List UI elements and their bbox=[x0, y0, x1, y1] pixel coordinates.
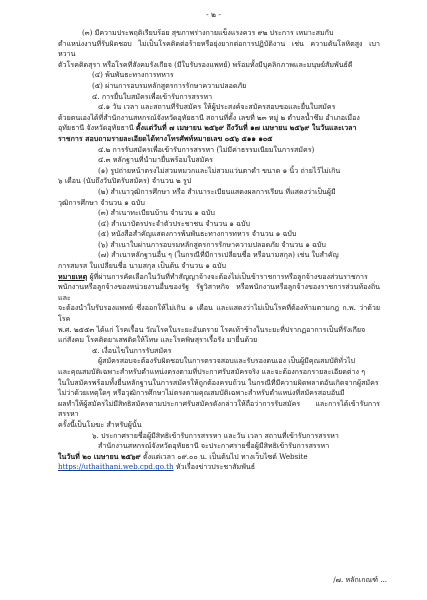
paragraph-line: (๔) พ้นพันธะทางการทหาร bbox=[92, 70, 174, 80]
paragraph-line: https://uthaithani.web.cpd.go.th หัวเรื่องข่าวประชาสัมพันธ์ bbox=[58, 462, 256, 472]
paragraph-line: สำนักงานสหกรณ์จังหวัดอุทัยธานี จะประกาศรายชื่อผู้มีสิทธิเข้ารับการสรรหา bbox=[98, 441, 330, 451]
paragraph-line: พ.ศ. ๒๕๕๓ ได้แก่ โรคเรื้อน วัณโรคในระยะอันตราย โรคเท้าช้างในระยะที่ปรากฏอาการเป็นที่รังเกียจ bbox=[58, 324, 366, 334]
note-label: หมายเหตุ bbox=[58, 271, 88, 281]
paragraph-line: ด้วยตนเองได้ที่สำนักงานสหกรณ์จังหวัดอุทัยธานี สถานที่ตั้ง เลขที่ ๒๓ หมู่ ๒ ตำบลน้ำซึม อำเภอเมือง bbox=[58, 112, 360, 122]
paragraph-line: ๔.๓ หลักฐานที่นำมายื่นพร้อมใบสมัคร bbox=[98, 155, 213, 165]
paragraph-line: อุทัยธานี จังหวัดอุทัยธานี ตั้งแต่วันที่ ๗ เมษายน ๒๕๖๙ ถึงวันที่ ๑๗ เมษายน ๒๕๖๙ ในวันและเวลา bbox=[58, 123, 357, 133]
paragraph-line: ตัวโรคติดสุรา หรือโรคที่สังคมรังเกียจ (มีใบรับรองแพทย์) พร้อมทั้งมีบุคลิกภาพและมนุษย์สัมพันธ์ดี bbox=[58, 59, 353, 69]
paragraph-line: ราชการ สอบถามรายละเอียดได้ทางโทรศัพท์หมายเลข ๐๕๖ ๕๑๑ ๑๐๕ bbox=[58, 133, 273, 143]
paragraph-line: ผู้สมัครสอบจะต้องรับผิดชอบในการตรวจสอบและรับรองตนเอง เป็นผู้มีคุณสมบัติทั่วไป bbox=[98, 356, 356, 366]
paragraph-line: (๓) สำเนาทะเบียนบ้าน จำนวน ๑ ฉบับ bbox=[98, 208, 215, 218]
paragraph-line: (๓) มีความประพฤติเรียบร้อย สุขภาพร่างกายแข็งแรงควร ๙๒ ประการ เหมาะสมกับ bbox=[82, 28, 334, 37]
website-link[interactable]: https://uthaithani.web.cpd.go.th bbox=[58, 462, 174, 472]
paragraph-line: ไม่ว่าด้วยเหตุใดๆ หรือวุฒิการศึกษาไม่ตรงตามคุณสมบัติเฉพาะสำหรับตำแหน่งที่สมัครสอบอันมี bbox=[58, 388, 345, 398]
date-emphasis: ในวันที่ ๒๐ เมษายน ๒๕๖๙ bbox=[58, 451, 141, 461]
paragraph-line: ๔.๒ การรับสมัครเพื่อเข้ารับการสรรหา (ไม่มีค่าธรรมเนียมในการสมัคร) bbox=[98, 144, 315, 154]
paragraph-line: (๖) สำเนาใบผ่านการอบรมหลักสูตรการรักษาความปลอดภัย จำนวน ๑ ฉบับ bbox=[98, 239, 326, 249]
continuation-footer: /๗. หลักเกณฑ์ ... bbox=[333, 575, 387, 584]
paragraph-line: วุฒิการศึกษา จำนวน ๑ ฉบับ bbox=[58, 197, 145, 207]
paragraph-line: การสมรส ใบเปลี่ยนชื่อ นามสกุล เป็นต้น จำนวน ๑ ฉบับ bbox=[58, 261, 226, 271]
paragraph-line: (๑) รูปถ่ายหน้าตรงไม่สวมหมวกและไม่สวมแว่นตาดำ ขนาด ๑ นิ้ว ถ่ายไว้ไม่เกิน bbox=[98, 165, 341, 175]
paragraph-line: ๔.๑ วัน เวลา และสถานที่รับสมัคร ให้ผู้ประสงค์จะสมัครสอบขอและยื่นใบสมัคร bbox=[98, 102, 336, 112]
page-number: - ๒ - bbox=[206, 10, 221, 19]
paragraph-line: ๕. เงื่อนไขในการรับสมัคร bbox=[92, 345, 172, 355]
paragraph-line: ในวันที่ ๒๐ เมษายน ๒๕๖๙ ตั้งแต่เวลา ๐๙.๐๐ น. เป็นต้นไป ทางเว็บไซต์ Website bbox=[58, 451, 308, 461]
paragraph-line: (๕) หนังสือสำคัญแสดงการพ้นพันธะทางการทหาร จำนวน ๑ ฉบับ bbox=[98, 229, 297, 239]
paragraph-line: (๗) สำเนาหลักฐานอื่น ๆ (ในกรณีที่มีการเปลี่ยนชื่อ หรือนามสกุล) เช่น ใบสำคัญ bbox=[98, 250, 339, 260]
paragraph-line: ตำแหน่งงานที่รับผิดชอบ ไม่เป็นโรคติดต่อร้ายหรือยุ่งยากต่อการปฏิบัติงาน เช่น ความดันโลหิตสูง เบาหวาน bbox=[58, 38, 380, 59]
paragraph-line: แก่สังคม โรคติดยาเสพติดให้โทษ และโรคพิษสุราเรื้อรัง มายื่นด้วย bbox=[58, 335, 258, 345]
application-dates: ตั้งแต่วันที่ ๗ เมษายน ๒๕๖๙ ถึงวันที่ ๑๗ เมษายน ๒๕๖๙ ในวันและเวลา bbox=[135, 123, 357, 133]
paragraph-line: (๕) ผ่านการอบรมหลักสูตรการรักษาความปลอดภัย bbox=[92, 80, 247, 90]
paragraph-line: ผลทำให้ผู้สมัครไม่มีสิทธิสมัครตามประกาศรับสมัครดังกล่าวให้ถือว่าการรับสมัคร และการได้เข้ารับการสรรหา bbox=[58, 398, 380, 419]
paragraph-line: ๖. ประกาศรายชื่อผู้มีสิทธิเข้ารับการสรรหา และวัน เวลา สถานที่เข้ารับการสรรหา bbox=[92, 430, 339, 440]
paragraph-line: (๒) สำเนาวุฒิการศึกษา หรือ สำเนาระเบียนแสดงผลการเรียน ที่แสดงว่าเป็นผู้มี bbox=[98, 186, 336, 196]
document-body bbox=[58, 28, 380, 473]
paragraph-line: ๖ เดือน (นับถึงวันปิดรับสมัคร) จำนวน ๒ รูป bbox=[58, 176, 192, 186]
paragraph-line: พนักงานหรือลูกจ้างของหน่วยงานอื่นของรัฐ รัฐวิสาหกิจ หรือพนักงานหรือลูกจ้างของราชการส่วนท้องถิ่นและ bbox=[58, 282, 380, 302]
paragraph-line: ๔. การยื่นใบสมัครเพื่อเข้ารับการสรรหา bbox=[92, 91, 213, 101]
paragraph-line: ในใบสมัครพร้อมทั้งยื่นหลักฐานในการสมัครให้ถูกต้องครบถ้วน ในกรณีที่มีความผิดพลาดอันเกิดจากผู้สมัคร bbox=[58, 377, 379, 387]
paragraph-line: จะต้องนำใบรับรองแพทย์ ซึ่งออกให้ไม่เกิน ๑ เดือน และแสดงว่าไม่เป็นโรคที่ต้องห้ามตามกฎ ก.พ. ว่าด้วยโรค bbox=[58, 303, 380, 324]
paragraph-line: และคุณสมบัติเฉพาะสำหรับตำแหน่งตรงตามที่ประกาศรับสมัครจริง และจะต้องกรอกรายละเอียดต่าง ๆ bbox=[58, 367, 365, 376]
paragraph-line: หมายเหตุ ผู้ที่ผ่านการคัดเลือกในวันที่ทำสัญญาจ้างจะต้องไม่เป็นข้าราชการหรือลูกจ้างของส่วนราชการ bbox=[58, 271, 368, 281]
paragraph-line: ครั้งนี้เป็นโมฆะ สำหรับผู้นั้น bbox=[58, 419, 142, 429]
paragraph-line: (๔) สำเนาบัตรประจำตัวประชาชน จำนวน ๑ ฉบับ bbox=[98, 218, 251, 228]
